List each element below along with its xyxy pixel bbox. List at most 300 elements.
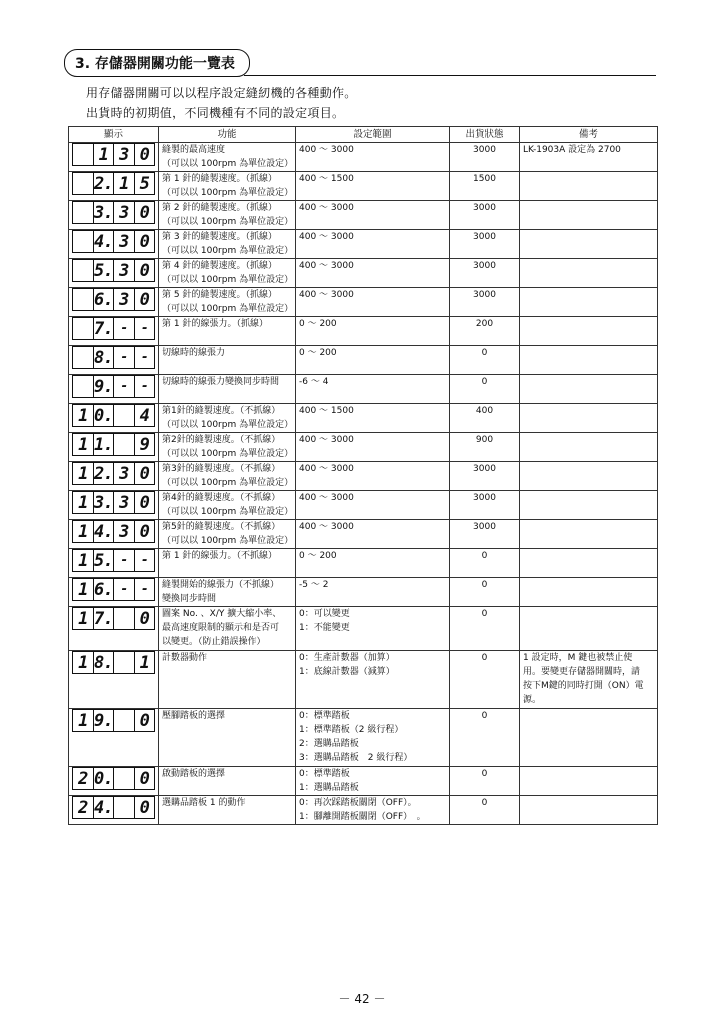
function-cell: [159, 520, 296, 549]
lcd-display: [72, 607, 155, 630]
lcd-display: [72, 462, 155, 485]
default-cell: 400: [450, 404, 520, 433]
default-cell: 3000: [450, 259, 520, 288]
range-cell: [296, 230, 450, 259]
lcd-display: [72, 201, 155, 224]
lcd-digit: 3: [113, 492, 134, 513]
function-cell-line: 第 1 針的線張力。（不抓線）: [162, 551, 277, 561]
lcd-digit: 3: [113, 463, 134, 484]
remark-cell: [520, 462, 658, 491]
table-row: [69, 651, 658, 709]
col-header-display: 顯示: [69, 127, 159, 143]
default-cell: 3000: [450, 520, 520, 549]
function-cell-line: 切線時的線張力變換同步時間: [162, 377, 280, 387]
col-header-default: 出貨狀態: [450, 127, 520, 143]
function-cell: [159, 288, 296, 317]
lcd-digit: 0: [134, 289, 155, 310]
table-row: [69, 317, 658, 346]
remark-cell: [520, 767, 658, 796]
function-cell: [159, 172, 296, 201]
lcd-digit: 0: [134, 768, 155, 789]
remark-cell: [520, 230, 658, 259]
display-cell: [69, 230, 159, 259]
lcd-digit: 4.: [94, 521, 113, 542]
range-cell: [296, 201, 450, 230]
col-header-remark: 備考: [520, 127, 658, 143]
lcd-digit: 3.: [94, 492, 113, 513]
lcd-digit: 3: [113, 144, 134, 165]
function-cell-line: 第5針的縫製速度。（不抓線）: [162, 522, 281, 532]
default-cell: 3000: [450, 491, 520, 520]
lcd-display: [72, 433, 155, 456]
lcd-digit: 5.: [94, 550, 113, 571]
function-cell: [159, 796, 296, 825]
range-cell-line: 0：再次踩踏板關閉（OFF）。: [299, 798, 417, 808]
range-cell: [296, 259, 450, 288]
lcd-digit: -: [134, 318, 155, 339]
range-cell: [296, 433, 450, 462]
range-cell: [296, 491, 450, 520]
lcd-digit: 3.: [94, 202, 113, 223]
lcd-digit: 1: [78, 405, 88, 426]
table-row: [69, 143, 658, 172]
remark-cell: [520, 404, 658, 433]
range-cell: [296, 520, 450, 549]
table-row: [69, 462, 658, 491]
display-cell: [69, 259, 159, 288]
lcd-digit: 5: [134, 173, 155, 194]
remark-cell: [520, 259, 658, 288]
function-cell-line: 選購品踏板 1 的動作: [162, 798, 246, 808]
range-cell: [296, 767, 450, 796]
remark-cell-line: LK-1903A 設定為 2700: [523, 145, 621, 155]
remark-cell-line: 按下M鍵的同時打開（ON）電: [523, 681, 644, 691]
range-cell: [296, 796, 450, 825]
lcd-digit: 0: [134, 608, 155, 629]
lcd-digit: 1: [78, 652, 88, 673]
intro-line-2: 出貨時的初期值，不同機種有不同的設定項目。: [86, 106, 345, 120]
lcd-digit: 0: [134, 492, 155, 513]
table-row: [69, 172, 658, 201]
function-cell-line: 壓腳踏板的選擇: [162, 711, 226, 721]
lcd-digit: [73, 260, 93, 281]
range-cell-line: 400 ～ 3000: [299, 522, 354, 532]
default-cell: 3000: [450, 143, 520, 172]
lcd-digit: 8.: [94, 652, 113, 673]
display-cell: [69, 288, 159, 317]
lcd-digit: -: [134, 376, 155, 397]
display-cell: [69, 607, 159, 651]
display-cell: [69, 201, 159, 230]
function-cell-line: 第 3 針的縫製速度。（抓線）: [162, 232, 277, 242]
header-rule: [244, 75, 656, 76]
default-cell: 0: [450, 549, 520, 578]
table-row: [69, 230, 658, 259]
range-cell-line: 1：底線計數器（減算）: [299, 667, 395, 677]
lcd-digit: -: [134, 347, 155, 368]
remark-cell: [520, 796, 658, 825]
range-cell: [296, 375, 450, 404]
range-cell: [296, 709, 450, 767]
lcd-digit: [73, 231, 93, 252]
lcd-digit: 3: [113, 521, 134, 542]
lcd-digit: 4.: [94, 231, 113, 252]
function-cell-line: 啟動踏板的選擇: [162, 769, 226, 779]
function-cell-line: 第2針的縫製速度。（不抓線）: [162, 435, 281, 445]
range-cell-line: 0：標準踏板: [299, 769, 350, 779]
range-cell-line: -6 ～ 4: [299, 377, 329, 387]
lcd-digit: 7.: [94, 608, 113, 629]
range-cell-line: 0：標準踏板: [299, 711, 350, 721]
lcd-digit: -: [113, 318, 134, 339]
display-cell: [69, 767, 159, 796]
memory-switch-table: [68, 126, 658, 825]
display-cell: [69, 317, 159, 346]
function-cell-line: 第 5 針的縫製速度。（抓線）: [162, 290, 277, 300]
remark-cell: [520, 172, 658, 201]
display-cell: [69, 578, 159, 607]
range-cell-line: 1：選購品踏板: [299, 783, 359, 793]
lcd-digit: 8.: [94, 347, 113, 368]
lcd-display: [72, 709, 155, 732]
default-cell: 0: [450, 607, 520, 651]
lcd-digit: [113, 434, 134, 455]
range-cell-line: 2：選購品踏板: [299, 739, 359, 749]
function-cell-line: （可以以 100rpm 為單位設定）: [162, 217, 294, 227]
lcd-digit: [113, 405, 134, 426]
lcd-digit: -: [113, 376, 134, 397]
function-cell-line: 第3針的縫製速度。（不抓線）: [162, 464, 281, 474]
range-cell-line: 400 ～ 3000: [299, 290, 354, 300]
range-cell: [296, 346, 450, 375]
lcd-digit: -: [134, 579, 155, 600]
col-header-function: 功能: [159, 127, 296, 143]
table-row: [69, 288, 658, 317]
table-row: [69, 404, 658, 433]
function-cell: [159, 404, 296, 433]
range-cell-line: 400 ～ 3000: [299, 435, 354, 445]
range-cell: [296, 143, 450, 172]
table-row: [69, 433, 658, 462]
remark-cell: [520, 288, 658, 317]
function-cell: [159, 462, 296, 491]
function-cell: [159, 651, 296, 709]
intro-line-1: 用存儲器開關可以以程序設定縫紉機的各種動作。: [86, 86, 357, 100]
function-cell: [159, 346, 296, 375]
range-cell-line: 1：標準踏板（2 級行程）: [299, 725, 404, 735]
lcd-digit: [113, 797, 134, 818]
range-cell-line: 0：生產計數器（加算）: [299, 653, 395, 663]
lcd-digit: -: [113, 550, 134, 571]
section-header: [64, 49, 656, 79]
function-cell-line: 計數器動作: [162, 653, 208, 663]
function-cell: [159, 549, 296, 578]
lcd-display: [72, 375, 155, 398]
range-cell-line: 3：選購品踏板 2 級行程）: [299, 753, 413, 763]
lcd-digit: 2.: [94, 173, 113, 194]
lcd-digit: 9.: [94, 376, 113, 397]
lcd-display: [72, 491, 155, 514]
lcd-display: [72, 346, 155, 369]
lcd-digit: 1: [78, 550, 88, 571]
lcd-digit: 4.: [94, 797, 113, 818]
lcd-display: [72, 143, 155, 166]
default-cell: 3000: [450, 230, 520, 259]
remark-cell: [520, 709, 658, 767]
default-cell: 0: [450, 709, 520, 767]
lcd-display: [72, 259, 155, 282]
lcd-digit: [113, 608, 134, 629]
table-row: [69, 520, 658, 549]
lcd-digit: 2.: [94, 463, 113, 484]
function-cell-line: 第 4 針的縫製速度。（抓線）: [162, 261, 277, 271]
remark-cell-line: 源。: [523, 695, 542, 705]
function-cell-line: （可以以 100rpm 為單位設定）: [162, 449, 294, 459]
col-header-range: 設定範圍: [296, 127, 450, 143]
range-cell-line: 400 ～ 3000: [299, 493, 354, 503]
lcd-digit: 0: [134, 202, 155, 223]
lcd-digit: 1: [78, 710, 88, 731]
remark-cell: [520, 375, 658, 404]
function-cell-line: 縫製開始的線張力（不抓線）: [162, 580, 280, 590]
lcd-digit: 0: [134, 797, 155, 818]
display-cell: [69, 796, 159, 825]
default-cell: 3000: [450, 288, 520, 317]
range-cell: [296, 404, 450, 433]
lcd-digit: 3: [113, 260, 134, 281]
lcd-digit: [73, 289, 93, 310]
lcd-display: [72, 172, 155, 195]
function-cell: [159, 259, 296, 288]
lcd-digit: 0: [134, 144, 155, 165]
function-cell-line: （可以以 100rpm 為單位設定）: [162, 536, 294, 546]
function-cell: [159, 375, 296, 404]
lcd-digit: 3: [113, 202, 134, 223]
function-cell-line: （可以以 100rpm 為單位設定）: [162, 275, 294, 285]
remark-cell: [520, 607, 658, 651]
range-cell: [296, 607, 450, 651]
range-cell: [296, 549, 450, 578]
function-cell-line: 第 2 針的縫製速度。（抓線）: [162, 203, 277, 213]
display-cell: [69, 346, 159, 375]
default-cell: 0: [450, 346, 520, 375]
lcd-display: [72, 767, 155, 790]
remark-cell: [520, 143, 658, 172]
function-cell-line: 最高速度限制的顯示和是否可: [162, 623, 280, 633]
range-cell: [296, 172, 450, 201]
remark-cell-line: 用。要變更存儲器開關時，請: [523, 667, 641, 677]
default-cell: 0: [450, 767, 520, 796]
table-row: [69, 201, 658, 230]
display-cell: [69, 172, 159, 201]
display-cell: [69, 433, 159, 462]
section-title: 3. 存儲器開關功能一覽表: [64, 49, 250, 77]
lcd-digit: [73, 144, 93, 165]
default-cell: 3000: [450, 201, 520, 230]
function-cell: [159, 607, 296, 651]
lcd-digit: 6.: [94, 579, 113, 600]
remark-cell: [520, 520, 658, 549]
range-cell: [296, 651, 450, 709]
lcd-display: [72, 651, 155, 674]
function-cell-line: 第4針的縫製速度。（不抓線）: [162, 493, 281, 503]
lcd-digit: 4: [134, 405, 155, 426]
function-cell-line: （可以以 100rpm 為單位設定）: [162, 246, 294, 256]
lcd-digit: 0.: [94, 405, 113, 426]
lcd-digit: 1: [78, 579, 88, 600]
table-row: [69, 578, 658, 607]
lcd-digit: 5.: [94, 260, 113, 281]
table-header-row: [69, 127, 658, 143]
display-cell: [69, 520, 159, 549]
default-cell: 0: [450, 651, 520, 709]
remark-cell: [520, 201, 658, 230]
table-row: [69, 796, 658, 825]
function-cell-line: 第1針的縫製速度。（不抓線）: [162, 406, 281, 416]
remark-cell: [520, 491, 658, 520]
range-cell-line: 0 ～ 200: [299, 319, 337, 329]
table-row: [69, 491, 658, 520]
range-cell-line: 1：不能變更: [299, 623, 350, 633]
lcd-digit: 7.: [94, 318, 113, 339]
function-cell-line: 第 1 針的縫製速度。（抓線）: [162, 174, 277, 184]
display-cell: [69, 549, 159, 578]
display-cell: [69, 404, 159, 433]
range-cell-line: 0 ～ 200: [299, 348, 337, 358]
remark-cell: [520, 346, 658, 375]
lcd-digit: 0: [134, 260, 155, 281]
function-cell-line: （可以以 100rpm 為單位設定）: [162, 478, 294, 488]
range-cell: [296, 317, 450, 346]
lcd-digit: 1: [93, 144, 114, 165]
lcd-digit: -: [134, 550, 155, 571]
range-cell-line: 400 ～ 3000: [299, 232, 354, 242]
lcd-digit: [113, 768, 134, 789]
function-cell: [159, 709, 296, 767]
default-cell: 200: [450, 317, 520, 346]
lcd-digit: 1.: [94, 434, 113, 455]
lcd-digit: 0: [134, 231, 155, 252]
lcd-digit: 1: [78, 608, 88, 629]
remark-cell: [520, 651, 658, 709]
range-cell-line: 400 ～ 3000: [299, 261, 354, 271]
default-cell: 1500: [450, 172, 520, 201]
range-cell-line: 400 ～ 3000: [299, 203, 354, 213]
range-cell-line: 1：腳離開踏板關閉（OFF） 。: [299, 812, 426, 822]
function-cell: [159, 230, 296, 259]
remark-cell-line: 1 設定時，M 鍵也被禁止使: [523, 653, 633, 663]
lcd-display: [72, 578, 155, 601]
function-cell-line: 圖案 No. 、X/Y 擴大縮小率、: [162, 609, 282, 619]
lcd-display: [72, 549, 155, 572]
function-cell: [159, 317, 296, 346]
lcd-digit: 2: [78, 797, 88, 818]
lcd-digit: [113, 710, 134, 731]
page-number: － 42 －: [338, 992, 386, 1006]
lcd-display: [72, 317, 155, 340]
lcd-digit: -: [113, 579, 134, 600]
range-cell-line: 0：可以變更: [299, 609, 350, 619]
lcd-display: [72, 288, 155, 311]
remark-cell: [520, 578, 658, 607]
table-row: [69, 375, 658, 404]
lcd-digit: [73, 318, 93, 339]
table-row: [69, 767, 658, 796]
range-cell-line: 400 ～ 1500: [299, 174, 354, 184]
lcd-digit: 0: [134, 710, 155, 731]
display-cell: [69, 709, 159, 767]
lcd-digit: [73, 347, 93, 368]
display-cell: [69, 143, 159, 172]
lcd-digit: 1: [78, 492, 88, 513]
lcd-display: [72, 230, 155, 253]
function-cell: [159, 433, 296, 462]
function-cell-line: 縫製的最高速度: [162, 145, 226, 155]
function-cell: [159, 578, 296, 607]
lcd-digit: [73, 376, 93, 397]
table-row: [69, 607, 658, 651]
default-cell: 3000: [450, 462, 520, 491]
lcd-digit: 3: [113, 289, 134, 310]
default-cell: 0: [450, 796, 520, 825]
function-cell-line: （可以以 100rpm 為單位設定）: [162, 507, 294, 517]
lcd-digit: 0: [134, 463, 155, 484]
function-cell: [159, 491, 296, 520]
default-cell: 900: [450, 433, 520, 462]
lcd-digit: 9.: [94, 710, 113, 731]
lcd-digit: 3: [113, 231, 134, 252]
lcd-display: [72, 404, 155, 427]
lcd-display: [72, 796, 155, 819]
default-cell: 0: [450, 375, 520, 404]
lcd-digit: 9: [134, 434, 155, 455]
table-row: [69, 259, 658, 288]
function-cell-line: 以變更。（防止錯誤操作）: [162, 637, 266, 647]
function-cell-line: 變換同步時間: [162, 594, 217, 604]
remark-cell: [520, 433, 658, 462]
function-cell: [159, 201, 296, 230]
function-cell-line: 第 1 針的線張力。（抓線）: [162, 319, 268, 329]
lcd-digit: [73, 173, 93, 194]
range-cell-line: 400 ～ 3000: [299, 464, 354, 474]
function-cell-line: （可以以 100rpm 為單位設定）: [162, 159, 294, 169]
display-cell: [69, 651, 159, 709]
function-cell-line: 切線時的線張力: [162, 348, 226, 358]
display-cell: [69, 491, 159, 520]
function-cell: [159, 143, 296, 172]
range-cell-line: 400 ～ 3000: [299, 145, 354, 155]
range-cell: [296, 578, 450, 607]
lcd-digit: 2: [78, 768, 88, 789]
lcd-digit: 0: [134, 521, 155, 542]
remark-cell: [520, 549, 658, 578]
lcd-digit: 1: [134, 652, 155, 673]
function-cell: [159, 767, 296, 796]
remark-cell: [520, 317, 658, 346]
lcd-display: [72, 520, 155, 543]
function-cell-line: （可以以 100rpm 為單位設定）: [162, 188, 294, 198]
table-row: [69, 549, 658, 578]
lcd-digit: 1: [78, 434, 88, 455]
lcd-digit: 1: [78, 463, 88, 484]
lcd-digit: 1: [78, 521, 88, 542]
lcd-digit: 1: [113, 173, 134, 194]
range-cell-line: 400 ～ 1500: [299, 406, 354, 416]
function-cell-line: （可以以 100rpm 為單位設定）: [162, 420, 294, 430]
lcd-digit: -: [113, 347, 134, 368]
display-cell: [69, 462, 159, 491]
default-cell: 0: [450, 578, 520, 607]
